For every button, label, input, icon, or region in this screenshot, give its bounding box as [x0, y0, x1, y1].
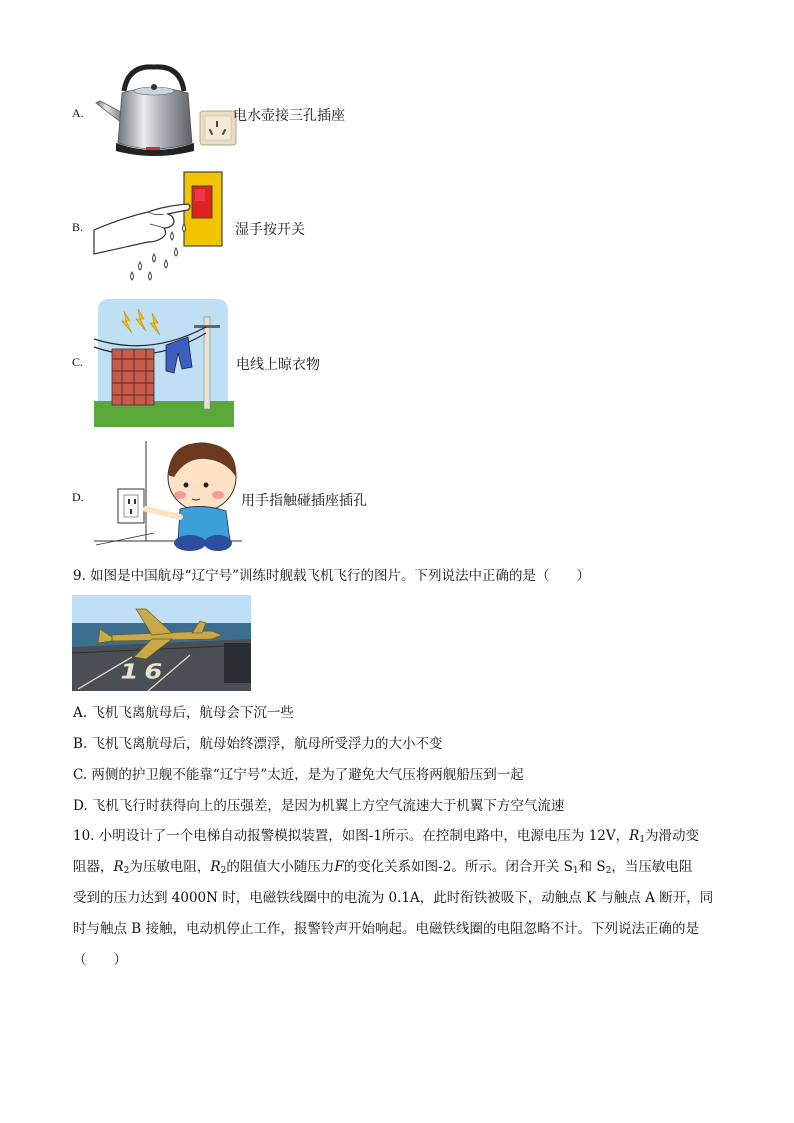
wet-hand-pressing-switch-icon: [92, 168, 226, 284]
q10-line-5: （ ）: [73, 952, 127, 968]
q9-stem: 9. 如图是中国航母“辽宁号”训练时舰载飞机飞行的图片。下列说法中正确的是（ ）: [73, 568, 590, 584]
q10-line-2: 阻器，$R_2$为压敏电阻，$R_2$的阻值大小随压力F的变化关系如图-2。所示。闭合开关 $S_1$和 $S_2$，当压敏电阻: [73, 859, 693, 876]
q9-choice-a: A. 飞机飞离航母后，航母会下沉一些: [73, 705, 294, 721]
child-touching-socket-icon: [94, 437, 242, 555]
electric-kettle-and-socket-icon: [92, 63, 238, 161]
deck-number: 16: [117, 660, 171, 684]
q10-line-4: 时与触点 B 接触，电动机停止工作，报警铃声开始响起。电磁铁线圈的电阻忽略不计。下列说法正确的是: [73, 921, 700, 937]
q9-choice-c: C. 两侧的护卫舰不能靠“辽宁号”太近，是为了避免大气压将两舰船压到一起: [73, 767, 524, 783]
option-a-caption: 电水壶接三孔插座: [233, 108, 345, 124]
option-b-caption: 湿手按开关: [235, 222, 305, 238]
q9-choice-d: D. 飞机飞行时获得向上的压强差，是因为机翼上方空气流速大于机翼下方空气流速: [73, 798, 565, 814]
option-d-letter: D.: [72, 490, 84, 504]
option-b-letter: B.: [72, 220, 84, 234]
q9-choice-b: B. 飞机飞离航母后，航母始终漂浮，航母所受浮力的大小不变: [73, 736, 443, 752]
aircraft-carrier-photo: [72, 595, 251, 691]
option-a-letter: A.: [72, 106, 84, 120]
option-c-caption: 电线上晾衣物: [236, 357, 320, 373]
option-c-letter: C.: [72, 355, 84, 369]
q10-line-3: 受到的压力达到 4000N 时，电磁铁线圈中的电流为 0.1A，此时衔铁被吸下，动触点 K 与触点 A 断开，同: [73, 890, 714, 906]
option-d-caption: 用手指触碰插座插孔: [241, 493, 367, 509]
q10-line-1: 10. 小明设计了一个电梯自动报警模拟装置，如图-1所示。在控制电路中，电源电压为 12V，$R_1$为滑动变: [73, 828, 700, 845]
clothes-on-power-line-icon: [94, 297, 234, 427]
